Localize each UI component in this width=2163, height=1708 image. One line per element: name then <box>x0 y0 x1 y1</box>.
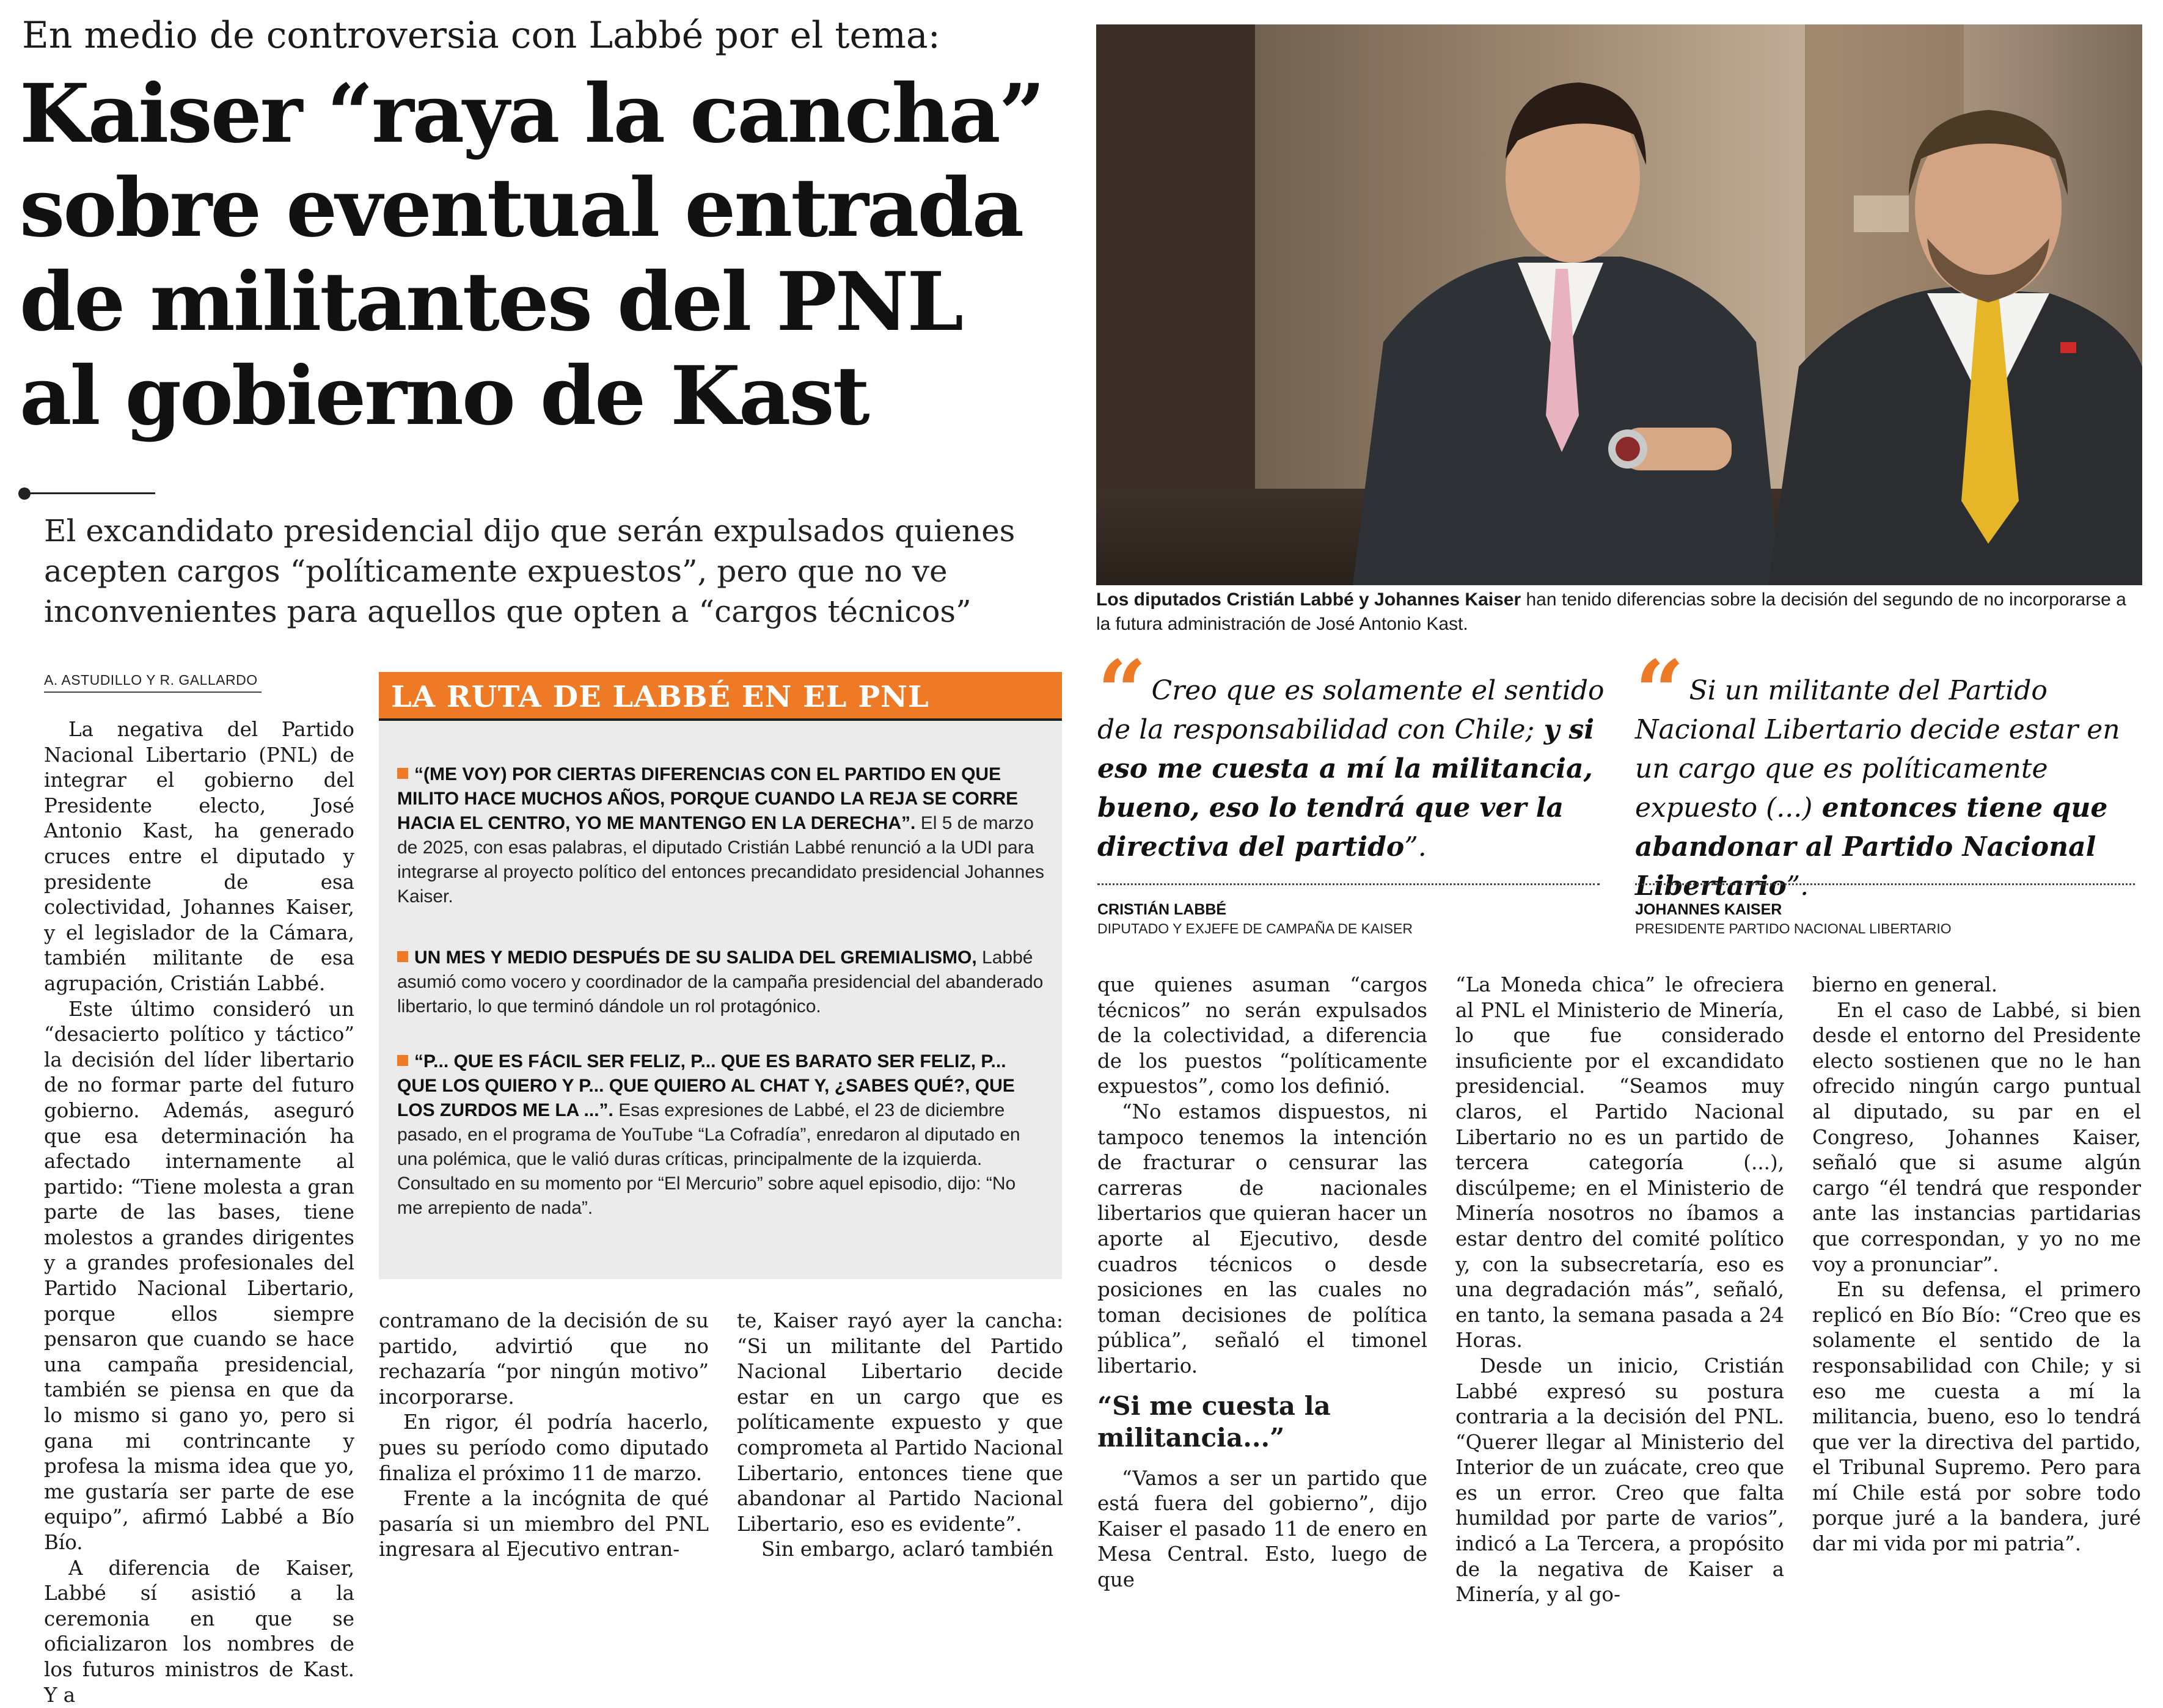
subhead: “Si me cuesta la militancia...” <box>1097 1390 1331 1453</box>
body-column-4 <box>1097 973 1427 1593</box>
byline: A. ASTUDILLO Y R. GALLARDO <box>44 672 258 688</box>
paragraph: “No estamos dispuestos, ni tampoco tenemos la intención de fracturar o censurar las carreras de nacionales libertarios que quieran hacer un aporte al Ejecutivo, desde cuadros técnicos o desde posiciones en las cuales no toman decisiones de política pública”, señaló el timonel libertario. <box>1097 1100 1427 1378</box>
body-column-2 <box>379 1308 709 1563</box>
quote-author-role: DIPUTADO Y EXJEFE DE CAMPAÑA DE KAISER <box>1097 921 1413 936</box>
headline-line: Kaiser “raya la cancha” <box>20 67 1044 161</box>
paragraph: La negativa del Partido Nacional Libertario (PNL) de integrar el gobierno del Presidente electo, José Antonio Kast, ha generado cruces entre el diputado y presidente de esa colectividad, Johannes Kaiser, y el legislador de la Cámara, también militante de esa agrupación, Cristián Labbé. <box>44 718 354 995</box>
photo-illustration <box>1096 24 2142 585</box>
deck-line: acepten cargos “políticamente expuestos”, pero que no ve <box>44 553 948 589</box>
headline-line: sobre eventual entrada <box>20 161 1023 255</box>
sidebar-item <box>397 762 1045 909</box>
kicker: En medio de controversia con Labbé por el tema: <box>22 14 940 57</box>
quote-rule <box>1097 883 1600 885</box>
paragraph: bierno en general. <box>1812 973 1998 996</box>
photo-caption <box>1096 588 2142 637</box>
quote-author: CRISTIÁN LABBÉ <box>1097 901 1227 918</box>
body-column-1 <box>44 717 354 1708</box>
paragraph: contramano de la decisión de su partido, advirtió que no rechazaría “por ningún motivo” incorporarse. <box>379 1309 709 1409</box>
paragraph: En su defensa, el primero replicó en Bío Bío: “Creo que es solamente el sentido de la responsabilidad con Chile; y si eso me cuesta a mí la militancia, bueno, eso lo tendrá que ver la directiva del partido, el Tribunal Supremo. Pero para mí Chile está por sobre todo porque juré a la bandera, juré dar mi vida por mi patria”. <box>1812 1278 2141 1556</box>
news-photo <box>1096 24 2142 585</box>
bullet-square-icon <box>397 768 408 779</box>
quote-end: ”. <box>1404 831 1427 863</box>
caption-names: Los diputados Cristián Labbé y Johannes Kaiser <box>1096 589 1521 610</box>
headline-line: de militantes del PNL <box>20 255 962 349</box>
quote-mark-icon: “ <box>1635 642 1678 742</box>
quote-end: ”. <box>1786 870 1809 902</box>
deck <box>44 511 1046 632</box>
body-column-5 <box>1455 973 1784 1608</box>
paragraph: que quienes asuman “cargos técnicos” no serán expulsados de la colectividad, a diferencia de los puestos “políticamente expuestos”, como los definió. <box>1097 973 1427 1098</box>
paragraph: En rigor, él podría hacerlo, pues su período como diputado finaliza el próximo 11 de marzo. <box>379 1411 709 1485</box>
deck-line: inconvenientes para aquellos que opten a “cargos técnicos” <box>44 594 972 629</box>
caption-text: han tenido diferencias sobre la decisión del segundo de no incorporarse a la futura administración de José Antonio Kast. <box>1096 589 2126 634</box>
bullet-square-icon <box>397 1055 408 1066</box>
paragraph: Desde un inicio, Cristián Labbé expresó su postura contraria a la decisión del PNL. “Querer llegar al Ministerio del Interior de un zuácate, creo que es un error. Creo que falta humildad por parte de varios”, indicó a La Tercera, a propósito de la negativa de Kaiser a Minería, y al go- <box>1455 1354 1784 1607</box>
deck-line: El excandidato presidencial dijo que serán expulsados quienes <box>44 513 1016 549</box>
paragraph: “La Moneda chica” le ofreciera al PNL el Ministerio de Minería, lo que fue considerado insuficiente por el excandidato presidencial. “Seamos muy claros, el Partido Nacional Libertario no es un partido de tercera categoría (...), discúlpeme; en el Ministerio de Minería nosotros no íbamos a estar dentro del comité político y, con la subsecretaría, eso es una degradación más”, señaló, en tanto, la semana pasada a 24 Horas. <box>1455 973 1784 1352</box>
pull-quote-labbe <box>1097 642 1605 867</box>
sidebar-item-caps: “(ME VOY) POR CIERTAS DIFERENCIAS CON EL PARTIDO EN QUE MILITO HACE MUCHOS AÑOS, PORQUE CUANDO LA REJA SE CORRE HACIA EL CENTRO, YO ME MANTENGO EN LA DERECHA”. <box>397 764 1019 833</box>
body-column-6 <box>1812 973 2141 1557</box>
headline-line: al gobierno de Kast <box>20 349 868 443</box>
sidebar-item <box>397 1049 1045 1221</box>
sidebar-header <box>379 672 1062 721</box>
sidebar-box <box>379 672 1062 1279</box>
quote-author-role: PRESIDENTE PARTIDO NACIONAL LIBERTARIO <box>1635 921 1952 936</box>
pull-quote-kaiser <box>1635 642 2148 906</box>
quote-mark-icon: “ <box>1097 642 1141 742</box>
quote-rule <box>1635 883 2135 885</box>
body-column-3 <box>737 1308 1063 1563</box>
sidebar-item-caps: UN MES Y MEDIO DESPUÉS DE SU SALIDA DEL GREMIALISMO, <box>414 947 977 968</box>
paragraph: Frente a la incógnita de qué pasaría si un miembro del PNL ingresara al Ejecutivo entran- <box>379 1487 709 1561</box>
quote-text: Si un militante del Partido Nacional Libertario decide estar en un cargo que es políticamente expuesto (...) <box>1635 675 2120 823</box>
paragraph: Este último consideró un “desacierto político y táctico” la decisión del líder libertario de no formar parte del futuro gobierno. Además, aseguró que esa determinación ha afectado internamente al partido: “Tiene molesta a gran parte de las bases, tiene molestos a grandes dirigentes y a grandes profesionales del Partido Nacional Libertario, porque ellos siempre pensaron que cuando se hace una campaña presidencial, también se piensa en que da lo mismo si gano yo, pero si gana mi contrincante y profesa la misma idea que yo, me gustaría ser parte de ese equipo”, afirmó Labbé a Bío Bío. <box>44 997 354 1554</box>
paragraph: A diferencia de Kaiser, Labbé sí asistió a la ceremonia en que se oficializaron los nombres de los futuros ministros de Kast. Y a <box>44 1556 354 1707</box>
paragraph: “Vamos a ser un partido que está fuera del gobierno”, dijo Kaiser el pasado 11 de enero en Mesa Central. Esto, luego de que <box>1097 1466 1427 1591</box>
headline <box>20 67 1058 443</box>
paragraph: En el caso de Labbé, si bien desde el entorno del Presidente electo sostienen que no le han ofrecido ningún cargo puntual al diputado, su par en el Congreso, Johannes Kaiser, señaló que si asume algún cargo “él tendrá que responder ante las instancias partidarias que correspondan, y yo no me voy a pronunciar”. <box>1812 998 2141 1276</box>
sidebar-title: LA RUTA DE LABBÉ EN EL PNL <box>391 680 929 714</box>
sidebar-item-caps: “P... QUE ES FÁCIL SER FELIZ, P... QUE ES BARATO SER FELIZ, P... QUE LOS QUIERO Y P... QUE QUIERO AL CHAT Y, ¿SABES QUÉ?, QUE LOS ZURDOS ME LA ...”. <box>397 1051 1015 1120</box>
quote-text: Creo que es solamente el sentido de la responsabilidad con Chile; <box>1097 675 1605 745</box>
bullet-square-icon <box>397 951 408 962</box>
paragraph: Sin embargo, aclaró también <box>761 1538 1054 1561</box>
quote-author: JOHANNES KAISER <box>1635 901 1782 918</box>
quote-bold-text: y si eso me cuesta a mí la militancia, bueno, eso lo tendrá que ver la directiva del partido <box>1097 714 1595 863</box>
sidebar-item-text: El 5 de marzo de 2025, con esas palabras, el diputado Cristián Labbé renunció a la UDI para integrarse al proyecto político del entonces precandidato presidencial Johannes Kaiser. <box>397 813 1045 907</box>
quote-bold-text: entonces tiene que abandonar al Partido Nacional Libertario <box>1635 792 2108 902</box>
sidebar-item-text: Esas expresiones de Labbé, el 23 de diciembre pasado, en el programa de YouTube “La Cofradía”, enredaron al diputado en una polémica, que le valió duras críticas, principalmente de la izquierda. Consultado en su momento por “El Mercurio” sobre aquel episodio, dijo: “No me arrepiento de nada”. <box>397 1100 1020 1218</box>
sidebar-item <box>397 946 1045 1019</box>
sidebar-item-text: Labbé asumió como vocero y coordinador de la campaña presidencial del abanderado libertario, lo que terminó dándole un rol protagónico. <box>397 947 1044 1016</box>
byline-rule <box>44 692 262 693</box>
paragraph: te, Kaiser rayó ayer la cancha: “Si un militante del Partido Nacional Libertario decide estar en un cargo que es políticamente expuesto y que comprometa al Partido Nacional Libertario, entonces tiene que abandonar al Partido Nacional Libertario, eso es evidente”. <box>737 1309 1063 1536</box>
headline-rule <box>21 492 155 494</box>
